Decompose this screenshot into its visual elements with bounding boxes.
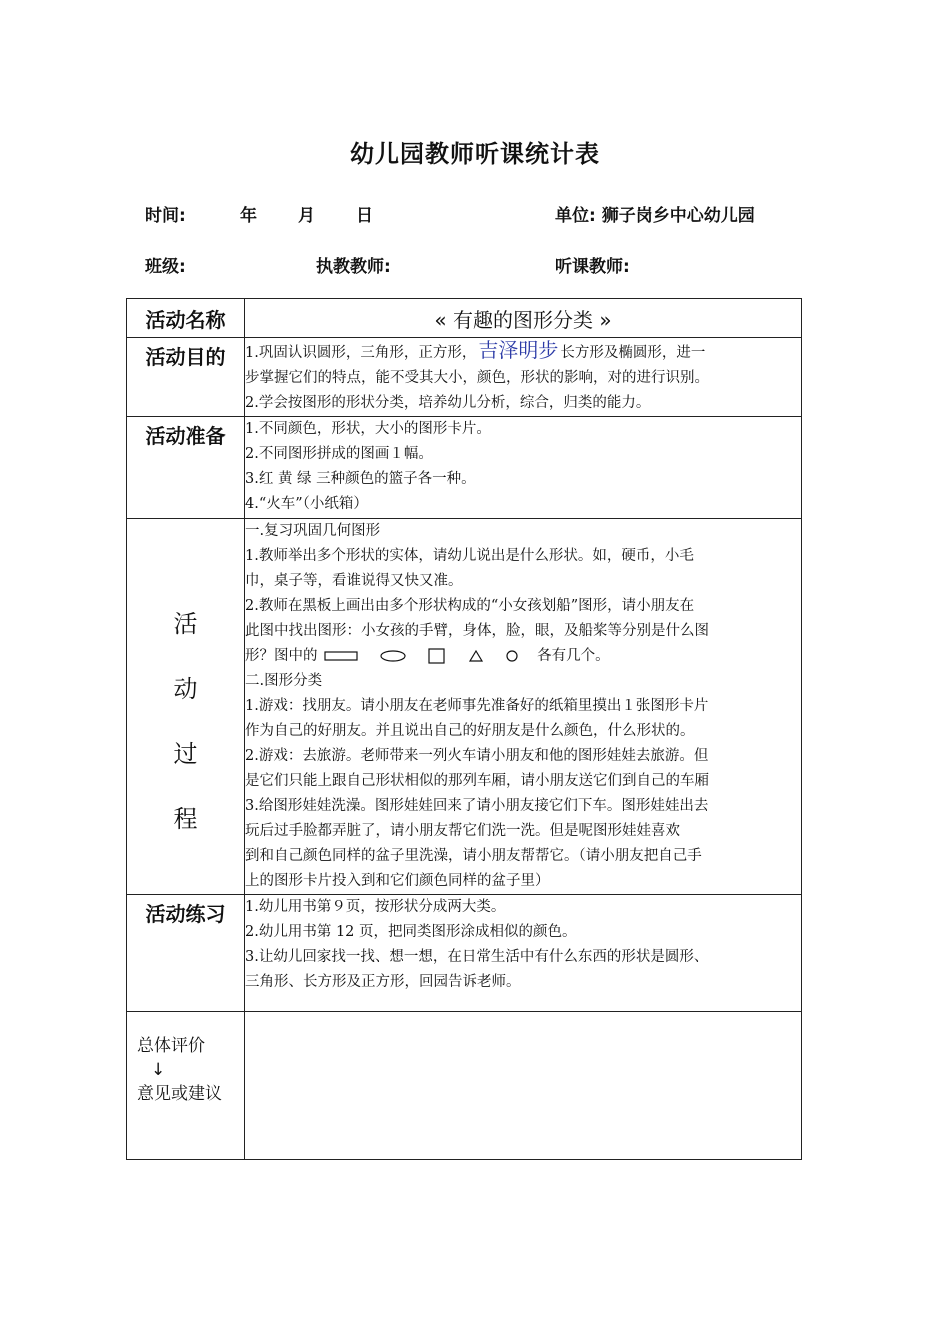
activity-name-label: 活动名称 — [127, 299, 245, 338]
triangle-icon — [468, 649, 484, 663]
process-line: 玩后过手脸都弄脏了，请小朋友帮它们洗一洗。但是呢图形娃娃喜欢 — [245, 823, 680, 839]
row-activity-process — [127, 519, 802, 895]
row-activity-goal — [127, 338, 802, 417]
evaluation-content[interactable] — [245, 1012, 802, 1160]
activity-practice-content — [245, 895, 802, 1012]
row-activity-practice — [127, 895, 802, 1012]
activity-process-content — [245, 519, 802, 895]
row-evaluation — [127, 1012, 802, 1160]
process-line: 2.教师在黑板上画出由多个形状构成的“小女孩划船”图形，请小朋友在 — [245, 598, 695, 614]
activity-goal-content — [245, 338, 802, 417]
prep-line: 4.“火车”（小纸箱） — [245, 496, 368, 512]
time-label: 时间: — [145, 206, 186, 226]
square-icon — [427, 647, 447, 665]
teacher-label: 执教教师: — [316, 257, 391, 277]
process-line: 1.教师举出多个形状的实体，请幼儿说出是什么形状。如，硬币，小毛 — [245, 548, 694, 564]
month-label: 月 — [298, 206, 315, 226]
handwritten-stamp: 吉泽明步 — [478, 338, 559, 362]
process-line: 二.图形分类 — [245, 673, 323, 689]
activity-goal-label: 活动目的 — [127, 338, 245, 417]
prep-line: 3.红 黄 绿 三种颜色的篮子各一种。 — [245, 471, 476, 487]
process-line: 巾，桌子等，看谁说得又快又准。 — [245, 573, 463, 589]
process-line: 是它们只能上跟自己形状相似的那列车厢，请小朋友送它们到自己的车厢 — [245, 773, 709, 789]
activity-prep-label: 活动准备 — [127, 417, 245, 519]
goal-line-3: 2.学会按图形的形状分类，培养幼儿分析，综合，归类的能力。 — [245, 395, 651, 411]
process-line: 1.游戏：找朋友。请小朋友在老师事先准备好的纸箱里摸出１张图形卡片 — [245, 698, 709, 714]
observation-table — [126, 298, 802, 1160]
process-line: 3.给图形娃娃洗澡。图形娃娃回来了请小朋友接它们下车。图形娃娃出去 — [245, 798, 709, 814]
rectangle-icon — [324, 649, 358, 663]
goal-line-1: 1.巩固认识圆形，三角形，正方形， 吉泽明步 长方形及椭圆形，进一 — [245, 338, 706, 362]
prep-line: 1.不同颜色，形状，大小的图形卡片。 — [245, 421, 491, 437]
circle-icon — [505, 649, 519, 663]
process-line: 作为自己的好朋友。并且说出自己的好朋友是什么颜色，什么形状的。 — [245, 723, 695, 739]
day-label: 日 — [356, 206, 373, 226]
process-line: 此图中找出图形：小女孩的手臂，身体，脸，眼，及船桨等分别是什么图 — [245, 623, 709, 639]
prep-line: 2.不同图形拼成的图画１幅。 — [245, 446, 433, 462]
practice-line: 3.让幼儿回家找一找、想一想，在日常生活中有什么东西的形状是圆形、 — [245, 949, 709, 965]
process-line: 到和自己颜色同样的盆子里洗澡，请小朋友帮帮它。（请小朋友把自己手 — [245, 848, 702, 864]
listener-label: 听课教师: — [555, 257, 630, 277]
class-label: 班级: — [145, 257, 186, 277]
down-arrow-icon: ↓ — [151, 1060, 166, 1080]
practice-line: 1.幼儿用书第９页，按形状分成两大类。 — [245, 899, 506, 915]
process-line-shapes: 形？图中的 各有几个。 — [245, 648, 610, 664]
practice-line: 三角形、长方形及正方形，回园告诉老师。 — [245, 974, 521, 990]
row-activity-name — [127, 299, 802, 338]
year-label: 年 — [240, 206, 257, 226]
page-title: 幼儿园教师听课统计表 — [350, 140, 600, 168]
activity-name-value: « 有趣的图形分类 » — [245, 299, 802, 338]
unit-label: 单位: 狮子岗乡中心幼儿园 — [555, 206, 755, 226]
goal-line-2: 步掌握它们的特点，能不受其大小，颜色，形状的影响，对的进行识别。 — [245, 370, 709, 386]
practice-line: 2.幼儿用书第 12 页，把同类图形涂成相似的颜色。 — [245, 924, 577, 940]
activity-prep-content — [245, 417, 802, 519]
process-line: 上的图形卡片投入到和它们颜色同样的盆子里） — [245, 873, 550, 889]
activity-practice-label: 活动练习 — [127, 895, 245, 1012]
ellipse-icon — [379, 649, 407, 663]
process-line: 2.游戏：去旅游。老师带来一列火车请小朋友和他的图形娃娃去旅游。但 — [245, 748, 709, 764]
activity-process-label: 活 动 过 程 — [127, 519, 245, 895]
evaluation-label: 总体评价 ↓ 意见或建议 — [127, 1012, 245, 1160]
process-line: 一.复习巩固几何图形 — [245, 523, 381, 539]
row-activity-prep — [127, 417, 802, 519]
